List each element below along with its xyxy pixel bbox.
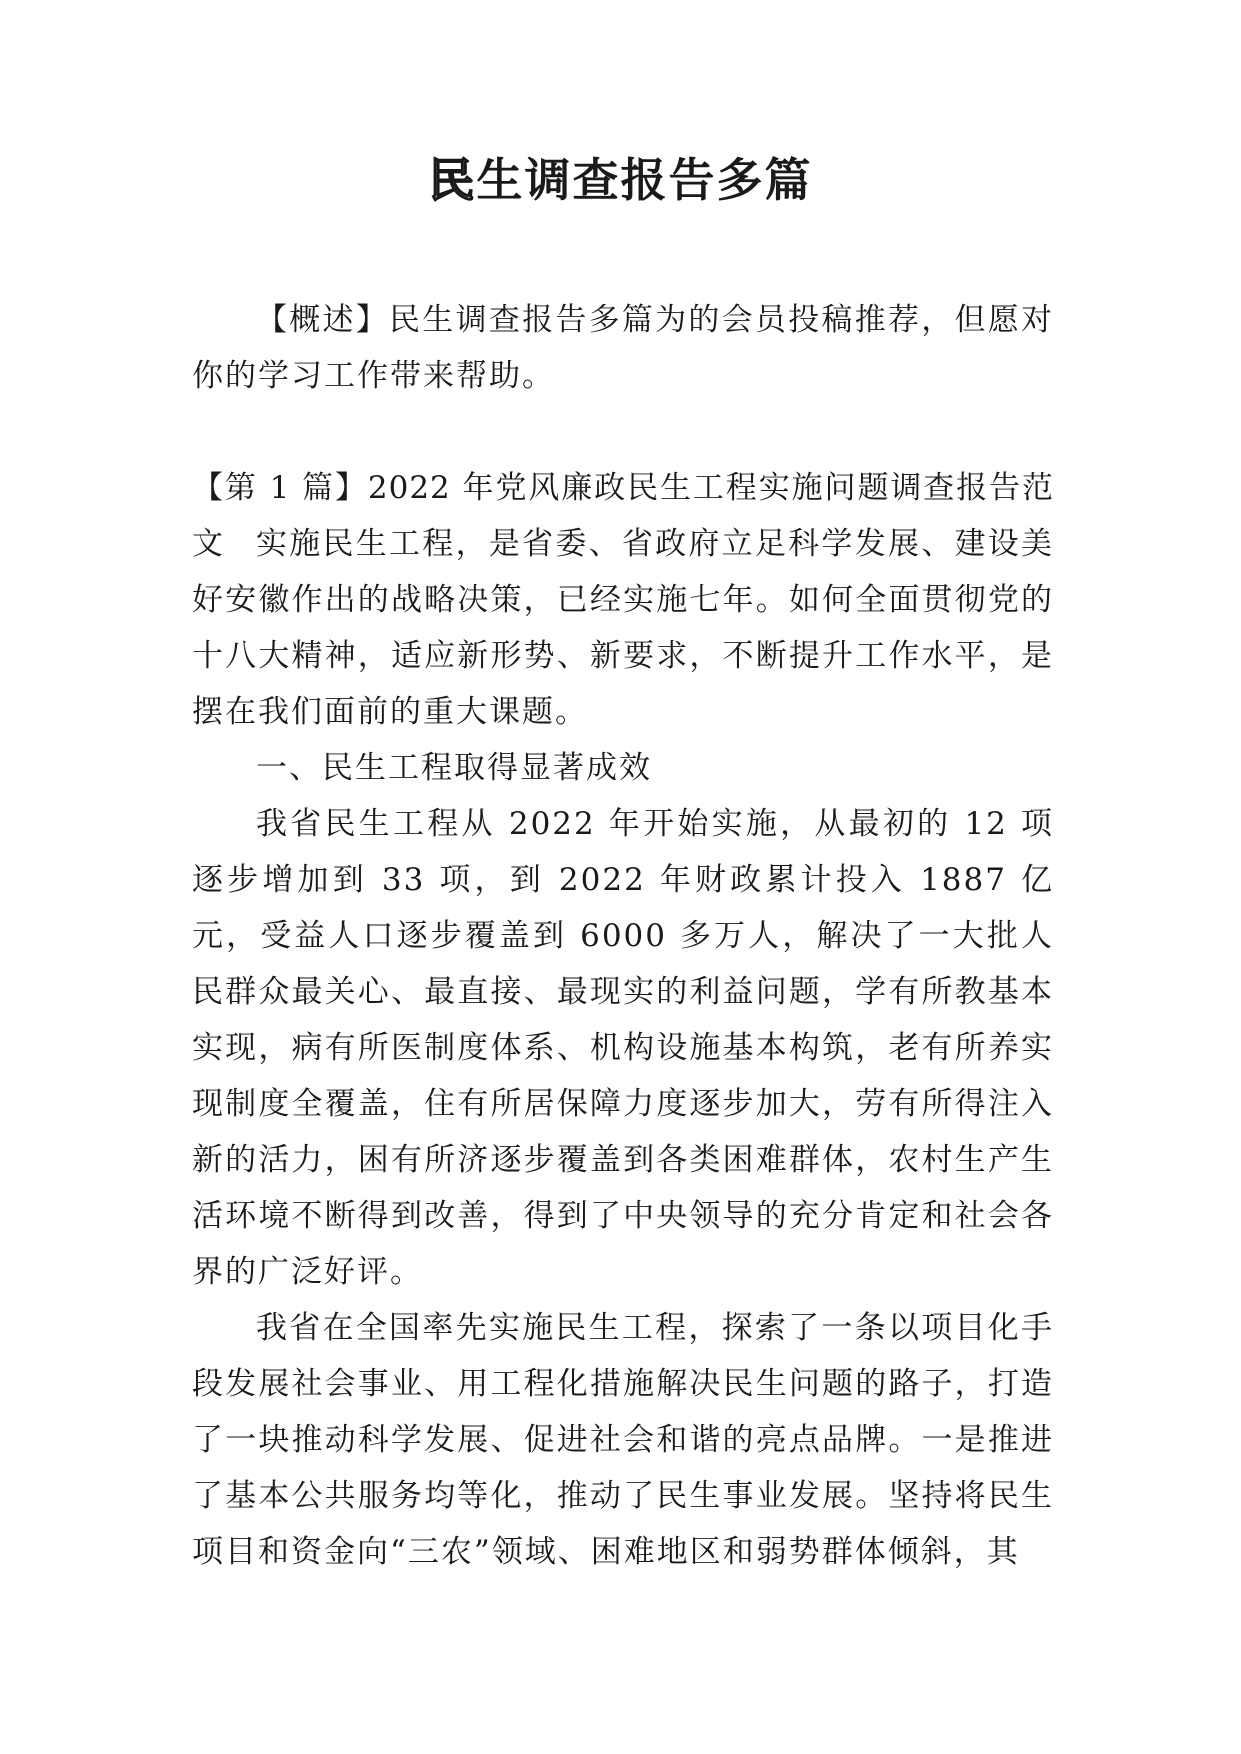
document-title — [0, 150, 1241, 210]
paragraph-achievements: 我省民生工程从 2022 年开始实施，从最初的 12 项逐步增加到 33 项，到 2022 年财政累计投入 1887 亿元，受益人口逐步覆盖到 6000 多万人，解决了一大批人民群众最关心、最直接、最现实的利益问题，学有所教基本实现，病有所医制度体系、机构设施基本构筑，老有所养实现制度全覆盖，住有所居保障力度逐步加大，劳有所得注入新的活力，困有所济逐步覆盖到各类困难群体，农村生产生活环境不断得到改善，得到了中央领导的充分肯定和社会各界的广泛好评。 — [192, 806, 1054, 1290]
article-body — [192, 516, 1054, 1580]
summary-paragraph: 【概述】民生调查报告多篇为的会员投稿推荐，但愿对你的学习工作带来帮助。 — [192, 302, 1054, 394]
article-heading: 【第 1 篇】2022 年党风廉政民生工程实施问题调查报告范文 — [192, 470, 1054, 562]
section-heading: 一、民生工程取得显著成效 — [256, 750, 652, 786]
paragraph-pioneer: 我省在全国率先实施民生工程，探索了一条以项目化手段发展社会事业、用工程化措施解决民生问题的路子，打造了一块推动科学发展、促进社会和谐的亮点品牌。一是推进了基本公共服务均等化，推动了民生事业发展。坚持将民生项目和资金向“三农”领域、困难地区和弱势群体倾斜，其 — [192, 1310, 1054, 1570]
title-rest: 生调查报告多篇 — [476, 153, 813, 207]
paragraph-intro: 实施民生工程，是省委、省政府立足科学发展、建设美好安徽作出的战略决策，已经实施七年。如何全面贯彻党的十八大精神，适应新形势、新要求，不断提升工作水平，是摆在我们面前的重大课题。 — [192, 526, 1054, 730]
title-first-char: 民 — [428, 153, 477, 207]
